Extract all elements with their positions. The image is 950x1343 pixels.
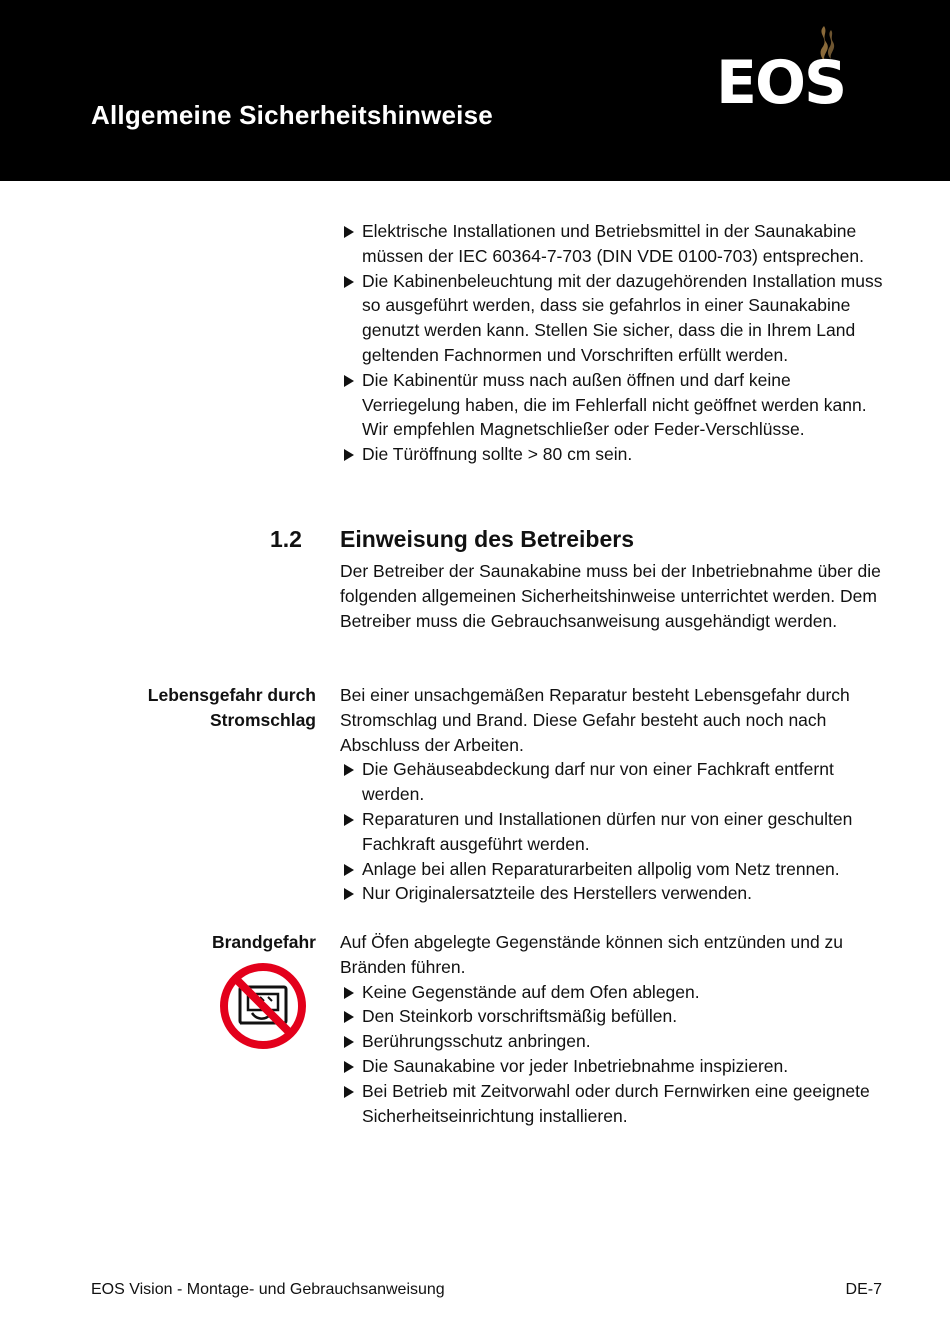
intro-bullet-list	[340, 219, 885, 467]
electric-hazard-label	[96, 683, 316, 733]
fire-hazard-text: Auf Öfen abgelegte Gegenstände können sich entzünden und zu Bränden führen.	[340, 932, 844, 977]
footer-page-number: DE-7	[845, 1281, 882, 1298]
section-intro-text: Der Betreiber der Saunakabine muss bei der Inbetriebnahme über die folgenden allgemeinen Sicherheitshinweise unterrichtet werden. Dem Betreiber muss die Gebrauchsanweisung ausgehändigt werden.	[340, 561, 881, 631]
electric-bullet-list	[340, 757, 885, 906]
list-item: Die Kabinenbeleuchtung mit der dazugehörenden Installation muss so ausgeführt werden, dass sie gefahrlos in einer Saunakabine genutzt werden kann. Stellen Sie sicher, dass die in Ihrem Land geltenden Fachnormen und Vorschriften erfüllt werden.	[340, 269, 885, 368]
electric-hazard-text: Bei einer unsachgemäßen Reparatur besteht Lebensgefahr durch Stromschlag und Brand. Diese Gefahr besteht auch noch nach Abschluss der Arbeiten.	[340, 685, 850, 755]
list-item: Keine Gegenstände auf dem Ofen ablegen.	[340, 980, 885, 1005]
page-title: Allgemeine Sicherheitshinweise	[91, 100, 493, 130]
list-item: Bei Betrieb mit Zeitvorwahl oder durch Fernwirken eine geeignete Sicherheitseinrichtung installieren.	[340, 1079, 885, 1129]
section-intro-block	[340, 559, 885, 633]
list-item: Die Türöffnung sollte > 80 cm sein.	[340, 442, 885, 467]
section-number: 1.2	[270, 526, 302, 552]
footer-document-title: EOS Vision - Montage- und Gebrauchsanweisung	[91, 1281, 445, 1298]
electric-hazard-label-line2: Stromschlag	[210, 709, 316, 730]
list-item: Elektrische Installationen und Betriebsmittel in der Saunakabine müssen der IEC 60364-7-703 (DIN VDE 0100-703) entsprechen.	[340, 219, 885, 269]
list-item: Die Gehäuseabdeckung darf nur von einer Fachkraft entfernt werden.	[340, 757, 885, 807]
logo-text: EOS	[716, 48, 846, 118]
list-item: Berührungsschutz anbringen.	[340, 1029, 885, 1054]
list-item: Nur Originalersatzteile des Herstellers verwenden.	[340, 881, 885, 906]
list-item: Anlage bei allen Reparaturarbeiten allpolig vom Netz trennen.	[340, 857, 885, 882]
electric-hazard-label-line1: Lebensgefahr durch	[147, 685, 316, 705]
list-item: Den Steinkorb vorschriftsmäßig befüllen.	[340, 1004, 885, 1029]
section-title: Einweisung des Betreibers	[340, 526, 634, 552]
fire-hazard-label: Brandgefahr	[211, 932, 316, 952]
electric-hazard-block	[340, 683, 885, 906]
no-objects-on-stove-icon	[218, 961, 308, 1051]
list-item: Reparaturen und Installationen dürfen nur von einer geschulten Fachkraft ausgeführt werden.	[340, 807, 885, 857]
fire-bullet-list	[340, 980, 885, 1129]
page-header	[0, 0, 950, 181]
list-item: Die Saunakabine vor jeder Inbetriebnahme inspizieren.	[340, 1054, 885, 1079]
eos-logo	[716, 24, 886, 116]
list-item: Die Kabinentür muss nach außen öffnen und darf keine Verriegelung haben, die im Fehlerfall nicht geöffnet werden kann. Wir empfehlen Magnetschließer oder Feder-Verschlüsse.	[340, 368, 885, 442]
intro-list-block	[340, 219, 885, 467]
fire-hazard-block	[340, 930, 885, 1128]
